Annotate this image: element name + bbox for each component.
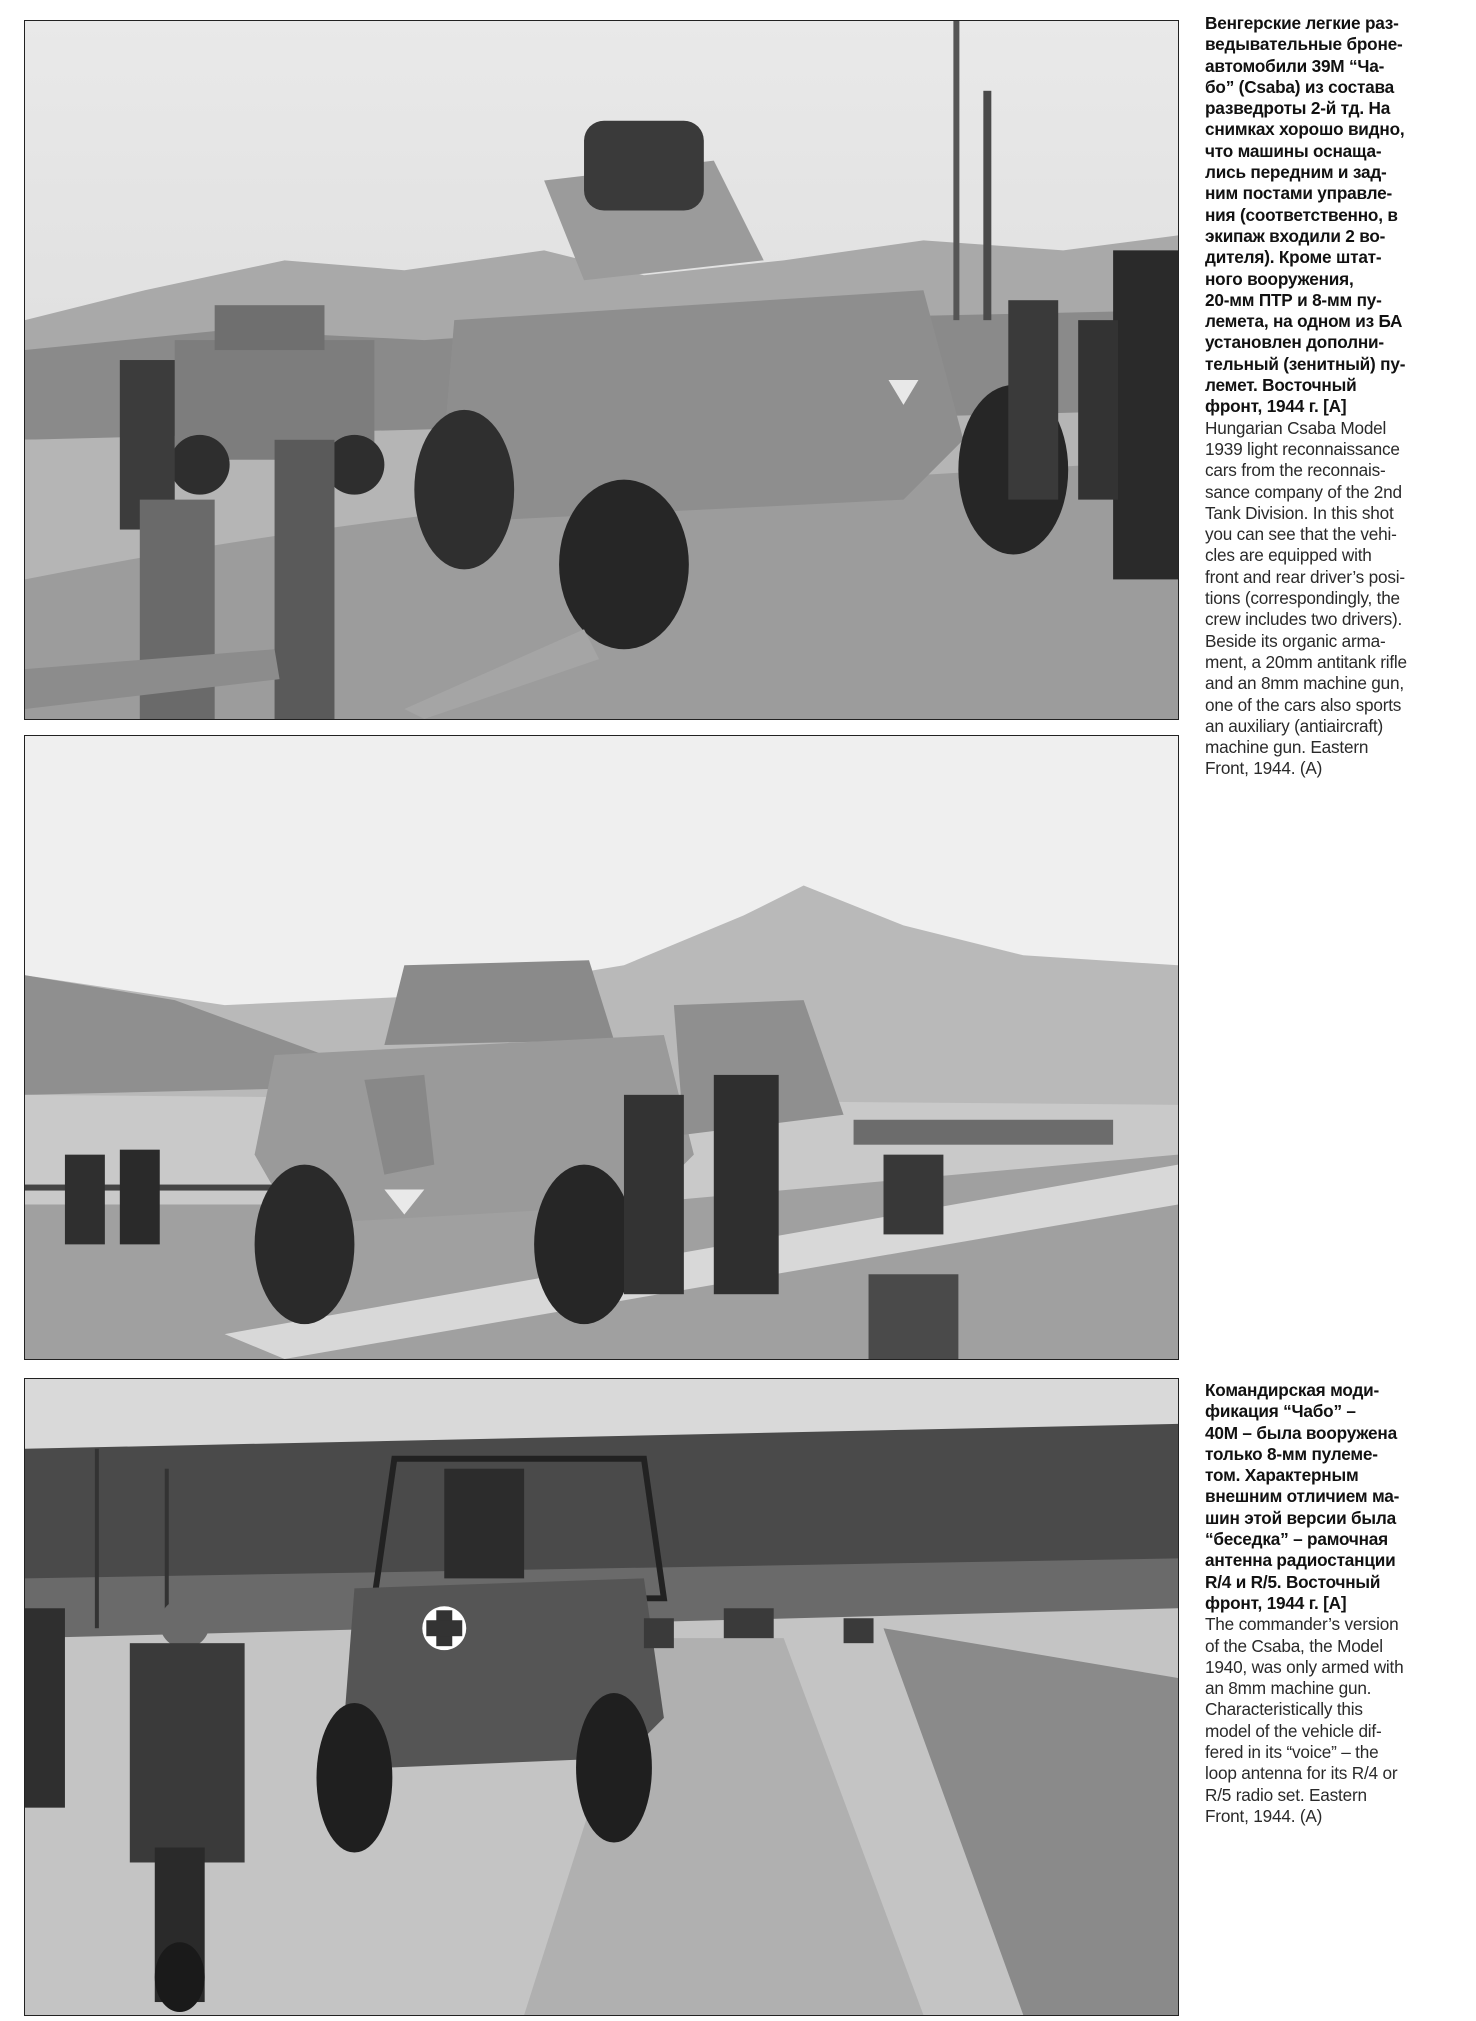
- caption-russian-text: Командирская моди- фикация “Чабо” – 40М – была вооружена только 8-мм пулеме- том. Характерным внешним отличием ма- шин этой версии была “беседка” – рамочная антенна радиостанции R/4 и R/5. Восточный фронт, 1944 г. [А]: [1205, 1380, 1400, 1613]
- caption-commander-version: [1205, 1380, 1467, 1827]
- caption-english-text: The commander’s version of the Csaba, the Model 1940, was only armed with an 8mm machine gun. Characteristically this model of the vehicle dif- fered in its “voice” – the loop antenna for its R/4 or R/5 radio set. Eastern Front, 1944. (A): [1205, 1614, 1404, 1826]
- photo-commander-car-loop-antenna: [24, 1378, 1179, 2016]
- caption-russian-text: Венгерские легкие раз- ведывательные броне- автомобили 39М “Ча- бо” (Csaba) из состава разведроты 2-й тд. На снимках хорошо видно, что машины оснаща- лись передним и зад- ним постами управле- ния (соответственно, в экипаж входили 2 во- дителя). Кроме штат- ного вооружения, 20-мм ПТР и 8-мм пу- лемета, на одном из БА установлен дополни- тельный (зенитный) пу- лемет. Восточный фронт, 1944 г. [А]: [1205, 13, 1406, 417]
- caption-english-text: Hungarian Csaba Model 1939 light reconnaissance cars from the reconnais- sance company of the 2nd Tank Division. In this shot you can see that the vehi- cles are equipped with front and rear driver’s posi- tions (correspondingly, the crew includes two drivers). Beside its organic arma- ment, a 20mm antitank rifle and an 8mm machine gun, one of the cars also sports an auxiliary (antiaircraft) machine gun. Eastern Front, 1944. (A): [1205, 417, 1407, 779]
- photo-armored-cars-crew: [24, 20, 1179, 720]
- photo-armored-cars-mountain-road: [24, 735, 1179, 1360]
- caption-reconnaissance-cars: [1205, 13, 1467, 780]
